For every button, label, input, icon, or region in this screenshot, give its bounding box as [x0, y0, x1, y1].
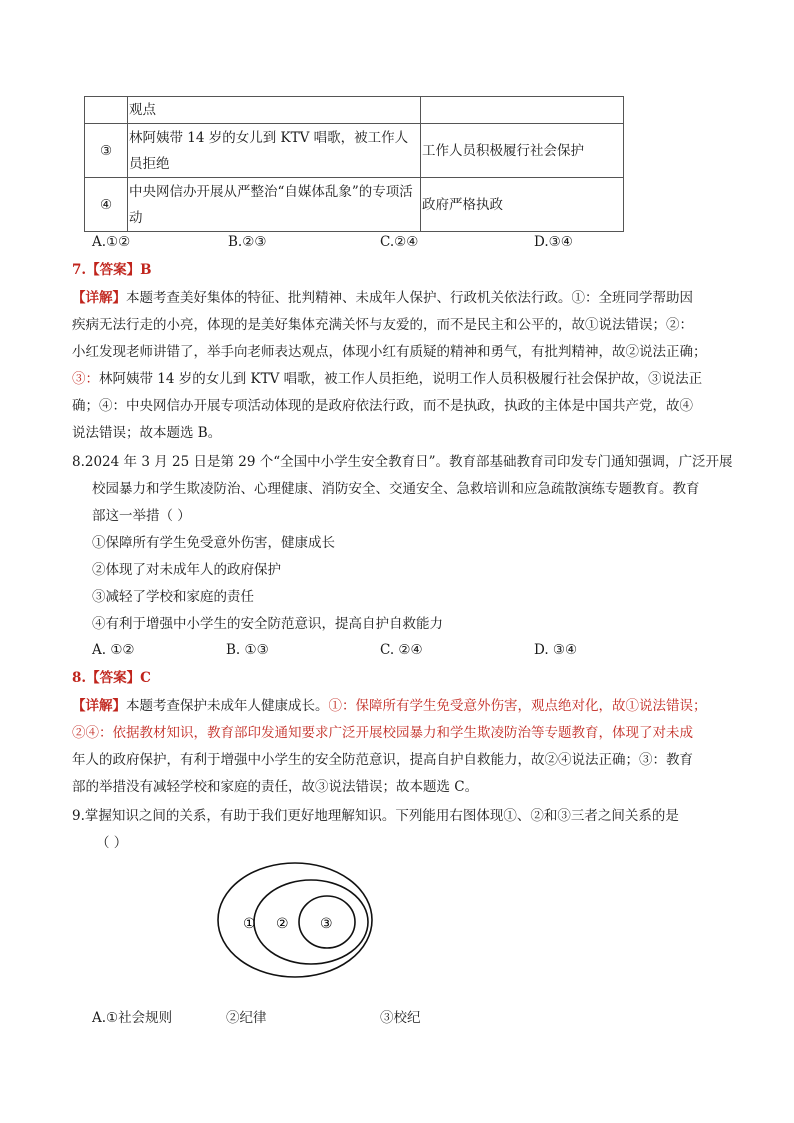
q8-answer: 8.【答案】C — [72, 670, 151, 686]
event-line: 动 — [129, 209, 143, 226]
q8-option: ②体现了对未成年人的政府保护 — [92, 562, 281, 578]
q8-detail-line: ②④：依据教材知识，教育部印发通知要求广泛开展校园暴力和学生欺凌防治等专题教育，体现了对未成 — [72, 725, 693, 741]
choice-a-item-3: ③校纪 — [380, 1010, 421, 1026]
row-number: ③ — [85, 124, 128, 178]
detail-tag: 【详解】 — [72, 290, 126, 306]
event-cell — [128, 178, 421, 232]
detail-text: ①：保障所有学生免受意外伤害，观点绝对化，故①说法错误； — [328, 698, 707, 714]
table-row — [85, 178, 624, 232]
q9-stem: 9.掌握知识之间的关系，有助于我们更好地理解知识。下列能用右图体现①、②和③三者之间关系的是 — [72, 808, 679, 824]
choice-d: D.③④ — [534, 234, 573, 250]
middle-ellipse — [254, 880, 368, 964]
q8-stem: 校园暴力和学生欺凌防治、心理健康、消防安全、交通安全、急救培训和应急疏散演练专题教育。教育 — [92, 481, 700, 497]
q8-detail-line: 部的举措没有减轻学校和家庭的责任，故③说法错误；故本题选 C。 — [72, 779, 479, 795]
q8-option: ①保障所有学生免受意外伤害，健康成长 — [92, 535, 335, 551]
q9-stem: （ ） — [96, 835, 128, 851]
event-line: 员拒绝 — [129, 155, 170, 172]
detail-text: 林阿姨带 14 岁的女儿到 KTV 唱歌，被工作人员拒绝，说明工作人员积极履行社会保护故，③说法正 — [99, 371, 703, 387]
choice-a: A.①② — [92, 234, 131, 250]
row-number: ④ — [85, 178, 128, 232]
q8-option: ④有利于增强中小学生的安全防范意识，提高自护自救能力 — [92, 616, 443, 632]
q7-detail-line: 疾病无法行走的小亮，体现的是美好集体充满关怀与友爱的，而不是民主和公平的，故①说法错误；②： — [72, 317, 693, 333]
choice-a-item-2: ②纪律 — [226, 1010, 267, 1026]
q7-detail-line: 小红发现老师讲错了，举手向老师表达观点，体现小红有质疑的精神和勇气，有批判精神，故②说法正确； — [72, 344, 707, 360]
analysis-cell — [421, 97, 624, 124]
q8-detail-line: 年人的政府保护，有利于增强中小学生的安全防范意识，提高自护自救能力，故②④说法正确；③：教育 — [72, 752, 693, 768]
q7-answer: 7.【答案】B — [72, 262, 152, 278]
q7-detail-line: 确；④：中央网信办开展专项活动体现的是政府依法行政，而不是执政，执政的主体是中国共产党，故④ — [72, 398, 693, 414]
detail-tag: 【详解】 — [72, 698, 126, 714]
detail-text: ③： — [72, 371, 99, 387]
table-row — [85, 124, 624, 178]
choice-a-item-1: A.①社会规则 — [92, 1010, 173, 1026]
q8-detail-line — [72, 696, 707, 716]
diagram-label-1: ① — [243, 916, 256, 932]
choice-b: B.②③ — [228, 234, 267, 250]
choice-b: B. ①③ — [226, 642, 269, 658]
outer-ellipse — [218, 863, 372, 977]
choice-d: D. ③④ — [534, 642, 578, 658]
q8-stem: 8.2024 年 3 月 25 日是第 29 个“全国中小学生安全教育日”。教育部基础教育司印发专门通知强调，广泛开展 — [72, 454, 733, 470]
diagram-label-2: ② — [276, 916, 289, 932]
event-line: 林阿姨带 14 岁的女儿到 KTV 唱歌，被工作人 — [129, 129, 409, 146]
event-cell — [128, 124, 421, 178]
q8-stem: 部这一举措（ ） — [92, 508, 191, 524]
q7-detail-line — [72, 288, 693, 308]
q8-option: ③减轻了学校和家庭的责任 — [92, 589, 254, 605]
choice-c: C.②④ — [380, 234, 419, 250]
table-row — [85, 97, 624, 124]
q7-detail-line — [72, 369, 702, 389]
diagram-label-3: ③ — [320, 916, 333, 932]
choice-c: C. ②④ — [380, 642, 423, 658]
q7-detail-line: 说法错误；故本题选 B。 — [72, 425, 222, 441]
event-line: 中央网信办开展从严整治“自媒体乱象”的专项活 — [129, 183, 413, 200]
choice-a: A. ①② — [92, 642, 135, 658]
options-table — [84, 96, 624, 232]
detail-text: 本题考查保护未成年人健康成长。 — [126, 698, 329, 714]
event-cell: 观点 — [128, 97, 421, 124]
detail-text: 本题考查美好集体的特征、批判精神、未成年人保护、行政机关依法行政。①：全班同学帮助因 — [126, 290, 693, 306]
analysis-cell: 政府严格执政 — [421, 178, 624, 232]
nested-ellipses-diagram — [215, 860, 375, 980]
row-number — [85, 97, 128, 124]
analysis-cell: 工作人员积极履行社会保护 — [421, 124, 624, 178]
